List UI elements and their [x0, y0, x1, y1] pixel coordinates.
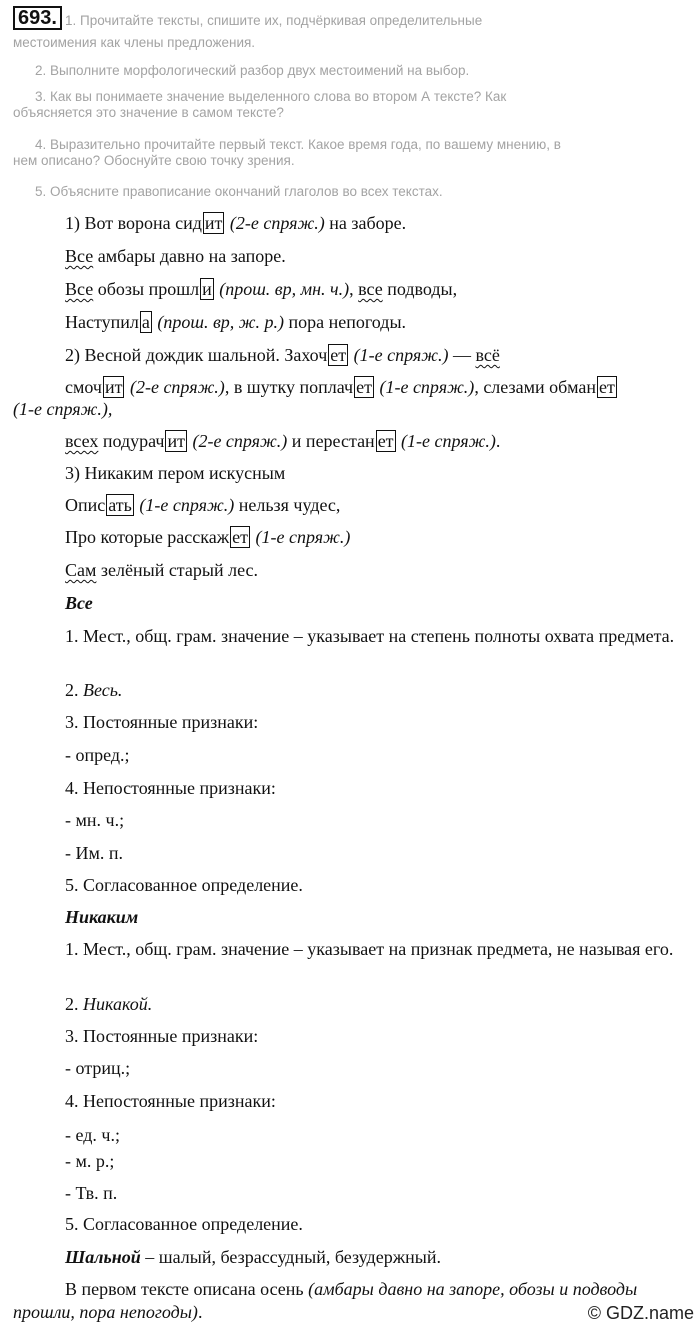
ending-box: ит [104, 377, 123, 397]
task-q2: 2. Выполните морфологический разбор двух местоимений на выбор. [35, 63, 470, 78]
poem1-line3: Все обозы прошл и (прош. вр, мн. ч.), все подводы, [65, 279, 458, 299]
poem2-line2: смоч ит (2-е спряж.), в шутку поплач ет (1-е спряж.), слезами обман ет [65, 377, 615, 397]
poem3-line1: 3) Никаким пером искусным [65, 463, 286, 483]
watermark: © GDZ.name [587, 1303, 694, 1323]
poem2-line1: 2) Весной дождик шальной. Захоч ет (1-е спряж.) — всё [65, 345, 500, 365]
task-q3-cont: объясняется это значение в самом тексте? [13, 105, 284, 120]
vse-p8: 5. Согласованное определение. [65, 875, 303, 895]
task-q1: 1. Прочитайте тексты, спишите их, подчёркивая определительные [65, 13, 483, 28]
task-q5: 5. Объясните правописание окончаний глаголов во всех текстах. [35, 184, 443, 199]
vse-heading: Все [65, 593, 93, 613]
underlined-pronoun: Все [65, 246, 94, 266]
poem2-line4: всех подурач ит (2-е спряж.) и перестан ет (1-е спряж.). [65, 431, 501, 451]
poem1-line1: 1) Вот ворона сид ит (2-е спряж.) на заборе. [65, 213, 407, 233]
shalnoy-term: Шальной [65, 1247, 141, 1267]
vse-p6: - мн. ч.; [65, 810, 125, 830]
underlined-pronoun: Все [65, 279, 94, 299]
vse-p2: 2. Весь. [65, 680, 123, 700]
vse-p7: - Им. п. [65, 843, 124, 863]
task-q4-cont: нем описано? Обоснуйте свою точку зрения. [13, 153, 295, 168]
shalnoy-definition: Шальной – шалый, безрассудный, безудержный. [65, 1247, 441, 1267]
ending-box: а [141, 312, 150, 332]
underlined-pronoun: всех [65, 431, 99, 451]
poem3-line2: Опис ать (1-е спряж.) нельзя чудес, [65, 495, 341, 515]
ending-box: ет [599, 377, 615, 397]
ending-box: ет [356, 377, 372, 397]
underlined-pronoun: Сам [65, 560, 97, 580]
ending-box: ит [204, 213, 223, 233]
vse-p5: 4. Непостоянные признаки: [65, 778, 276, 798]
nikakim-p6: - ед. ч.; [65, 1125, 120, 1145]
vse-p4: - опред.; [65, 745, 130, 765]
poem3-line3: Про которые расскаж ет (1-е спряж.) [65, 527, 351, 547]
vse-p1: 1. Мест., общ. грам. значение – указывает на степень полноты охвата предмета. [65, 626, 675, 646]
ending-box: ет [330, 345, 347, 365]
task-number: 693. [13, 6, 62, 30]
poem1-line2: Все амбары давно на запоре. [65, 246, 286, 266]
task-q4: 4. Выразительно прочитайте первый текст. Какое время года, по вашему мнению, в [35, 137, 561, 152]
nikakim-p4: - отриц.; [65, 1058, 131, 1078]
poem1-line4: Наступил а (прош. вр, ж. р.) пора непогоды. [65, 312, 407, 332]
nikakim-p7: - м. р.; [65, 1151, 115, 1171]
conclusion: В первом тексте описана осень (амбары давно на запоре, обозы и подводы прошли, пора непогоды). [13, 1279, 638, 1322]
ending-box: ет [377, 431, 394, 451]
nikakim-heading: Никаким [65, 907, 139, 927]
nikakim-p3: 3. Постоянные признаки: [65, 1026, 259, 1046]
nikakim-p2: 2. Никакой. [65, 994, 153, 1014]
underlined-pronoun: все [358, 279, 383, 299]
nikakim-p5: 4. Непостоянные признаки: [65, 1091, 276, 1111]
ending-box: ит [167, 431, 185, 451]
underlined-pronoun: всё [475, 345, 500, 365]
ending-box: ать [108, 495, 132, 515]
nikakim-p1: 1. Мест., общ. грам. значение – указывает на признак предмета, не называя его. [65, 939, 674, 959]
task-q3: 3. Как вы понимаете значение выделенного слова во втором А тексте? Как [35, 89, 507, 104]
ending-box: и [202, 279, 212, 299]
poem3-line4: Сам зелёный старый лес. [65, 560, 259, 580]
nikakim-p9: 5. Согласованное определение. [65, 1214, 303, 1234]
vse-p3: 3. Постоянные признаки: [65, 712, 259, 732]
nikakim-p8: - Тв. п. [65, 1183, 118, 1203]
task-q1-cont: местоимения как члены предложения. [13, 35, 256, 50]
poem2-line3: (1-е спряж.), [13, 399, 113, 419]
ending-box: ет [232, 527, 249, 547]
